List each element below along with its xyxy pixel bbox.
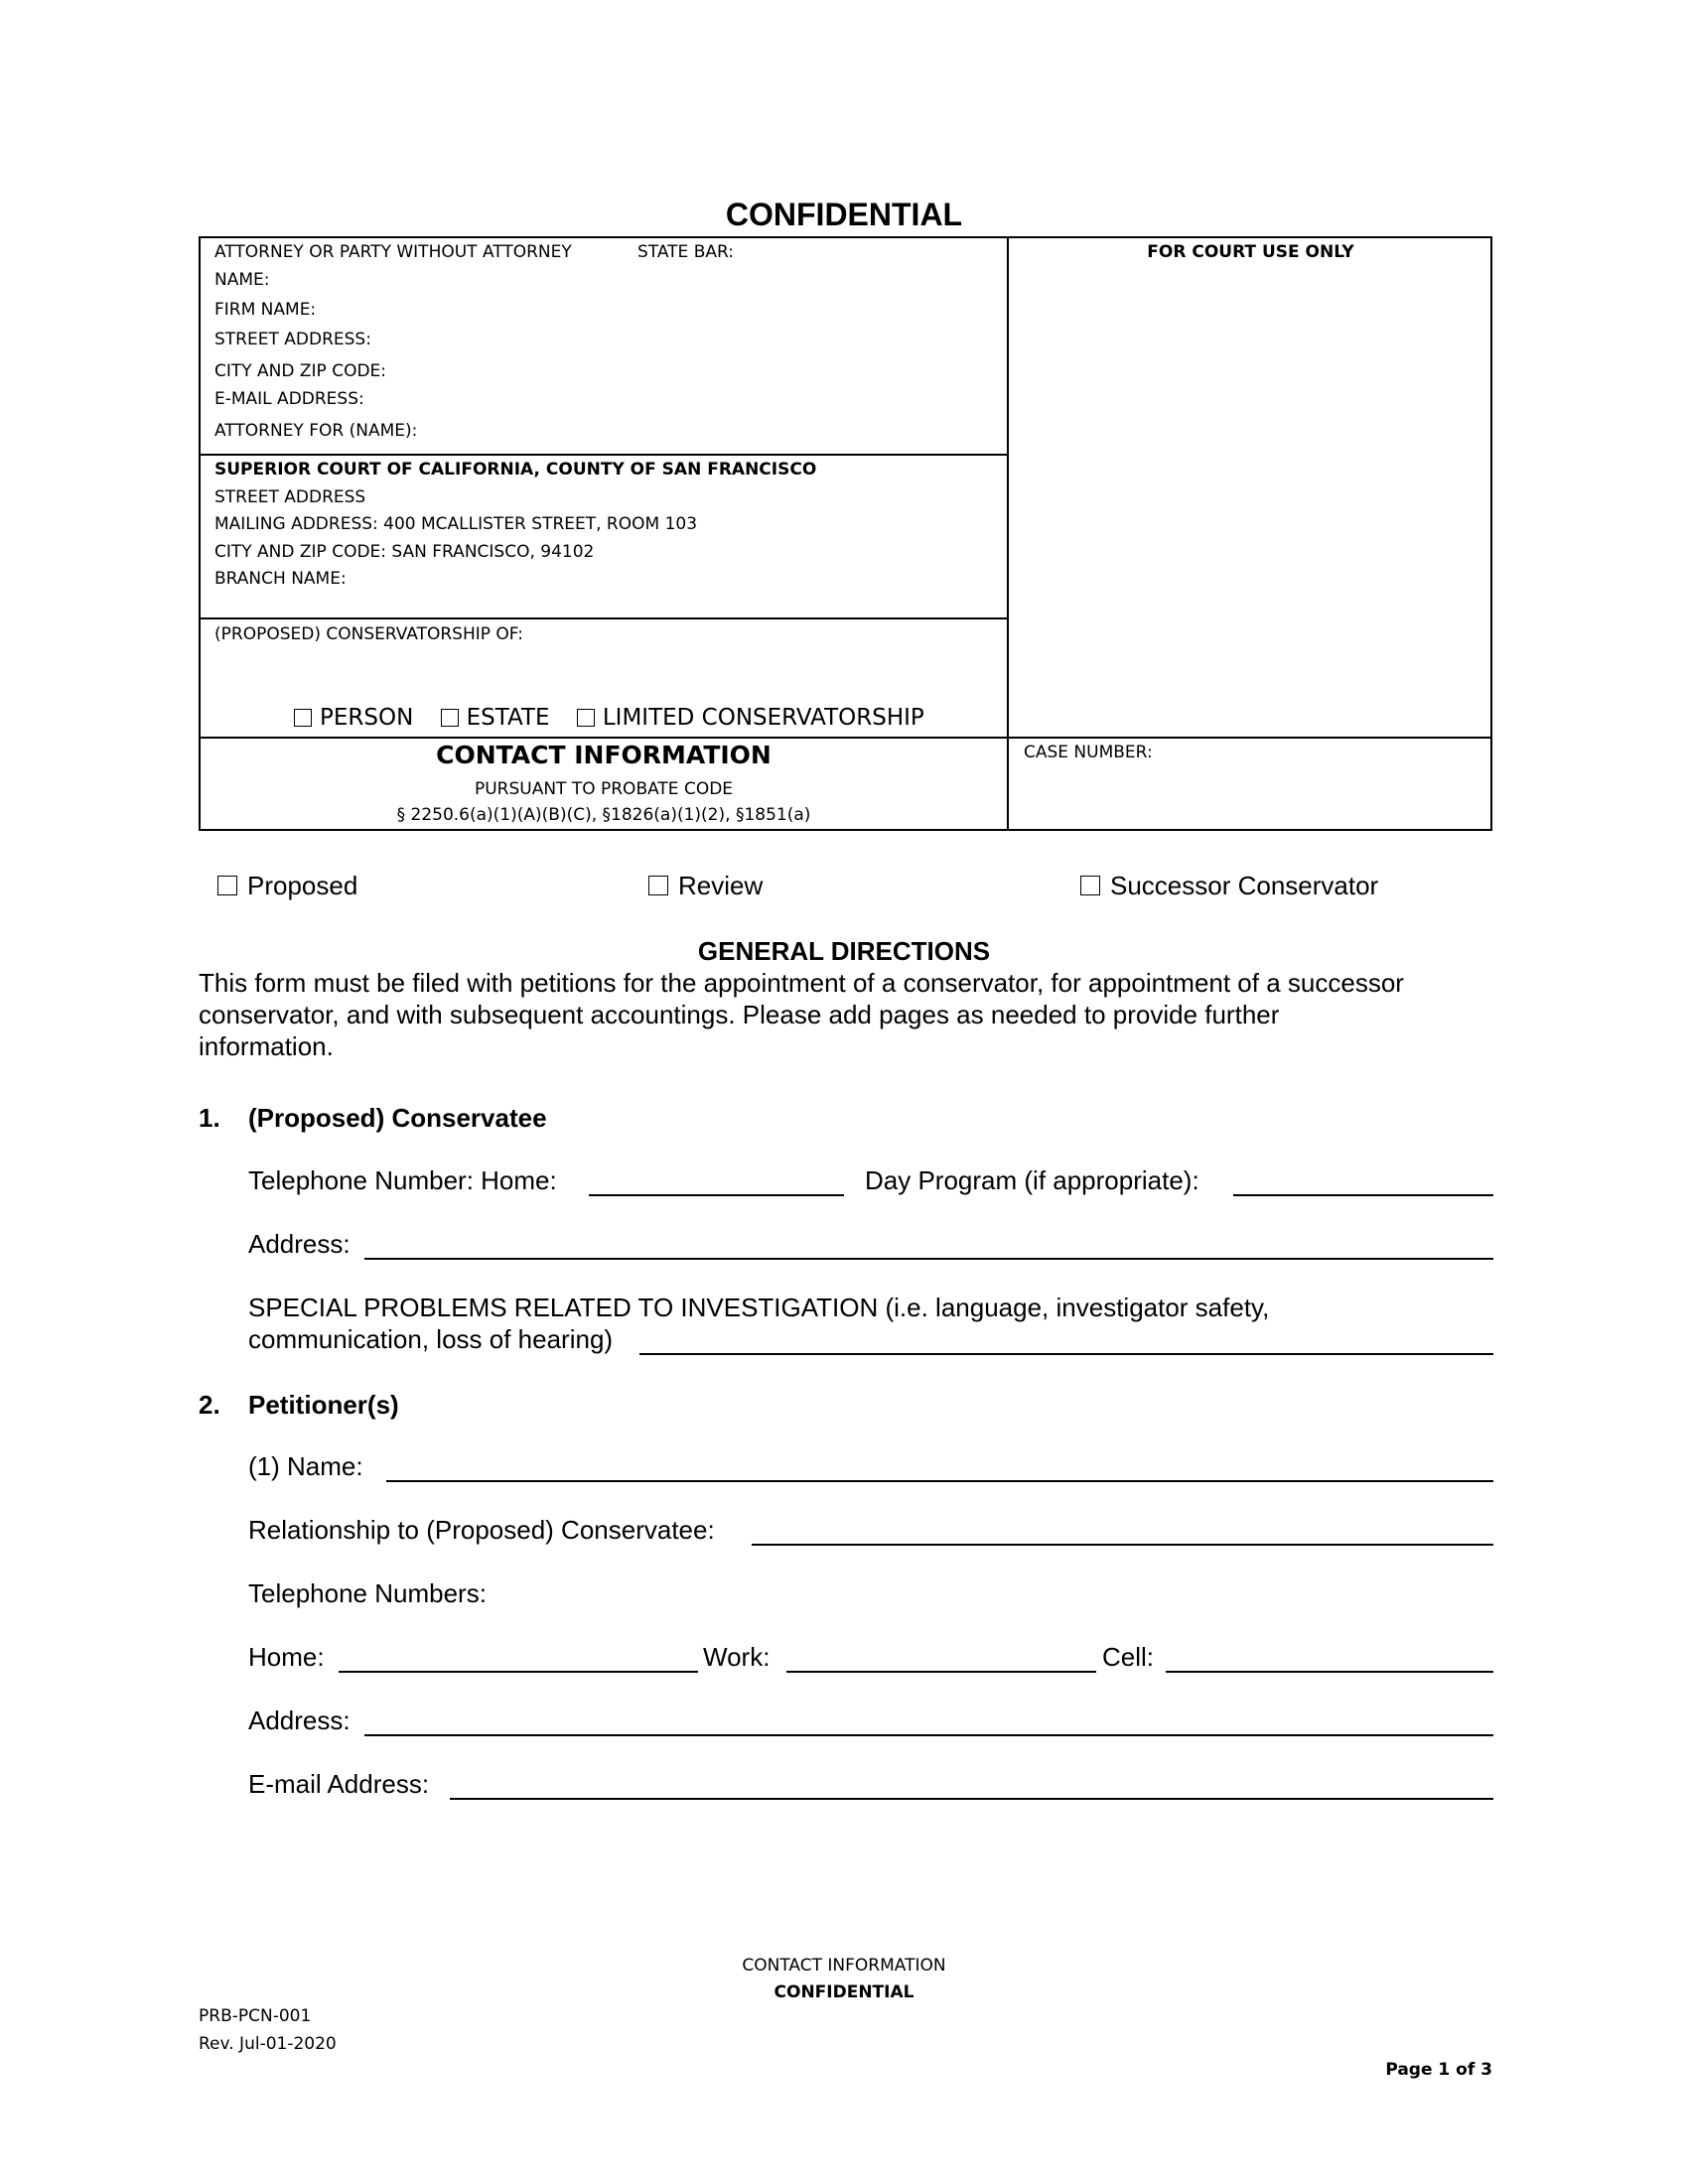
person-option-label: PERSON [320,705,414,731]
review-option-label: Review [678,871,764,900]
page-title: CONFIDENTIAL [725,197,963,232]
person-option[interactable] [294,705,413,731]
form-id: PRB-PCN-001 [199,2006,312,2026]
petitioner-email-input[interactable] [450,1776,1493,1800]
firm-label: FIRM NAME: [214,300,317,320]
petitioner-email-label: E-mail Address: [248,1769,430,1799]
contact-info-subtitle: PURSUANT TO PROBATE CODE [474,779,734,799]
form-revision: Rev. Jul-01-2020 [199,2034,337,2054]
cell-phone-input[interactable] [1166,1649,1493,1673]
conservatorship-label: (PROPOSED) CONSERVATORSHIP OF: [214,624,523,644]
state-bar-label: STATE BAR: [637,242,735,262]
home-phone-label: Home: [248,1642,325,1672]
work-phone-label: Work: [703,1642,771,1672]
review-checkbox[interactable] [648,876,668,895]
estate-option[interactable] [441,705,550,731]
court-name: SUPERIOR COURT OF CALIFORNIA, COUNTY OF SAN FRANCISCO [214,460,817,479]
proposed-checkbox[interactable] [217,876,237,895]
directions-heading: GENERAL DIRECTIONS [697,936,991,966]
court-box [214,457,999,594]
work-phone-input[interactable] [786,1649,1096,1673]
divider-contact [199,737,1492,739]
estate-checkbox[interactable] [441,709,459,727]
court-street: STREET ADDRESS [214,486,366,507]
contact-info-code: § 2250.6(a)(1)(A)(B)(C), §1826(a)(1)(2), §1851(a) [396,805,811,825]
successor-option-label: Successor Conservator [1110,871,1379,900]
special-problems-line-1: SPECIAL PROBLEMS RELATED TO INVESTIGATION (i.e. language, investigator safety, [248,1293,1270,1322]
contact-info-title: CONTACT INFORMATION [436,741,772,769]
court-branch: BRANCH NAME: [214,569,347,589]
street-label: STREET ADDRESS: [214,330,371,349]
relationship-input[interactable] [752,1522,1493,1546]
conservatee-phone-input[interactable] [589,1172,844,1196]
day-program-label: Day Program (if appropriate): [865,1165,1199,1195]
limited-option-label: LIMITED CONSERVATORSHIP [602,705,924,731]
directions-line-1: This form must be filed with petitions for the appointment of a conservator, for appointment of a successor [199,968,1404,998]
attorney-for-label: ATTORNEY FOR (NAME): [214,421,418,441]
section1-title: (Proposed) Conservatee [248,1103,547,1133]
section2-number: 2. [199,1390,220,1420]
footer-confidential: CONFIDENTIAL [774,1982,914,2002]
conservatee-address-input[interactable] [364,1236,1493,1260]
email-label: E-MAIL ADDRESS: [214,389,364,409]
city-label: CITY AND ZIP CODE: [214,361,387,381]
successor-checkbox[interactable] [1080,876,1100,895]
case-number-label: CASE NUMBER: [1024,743,1153,762]
section1-number: 1. [199,1103,220,1133]
day-program-input[interactable] [1233,1172,1493,1196]
petitioner-address-label: Address: [248,1706,351,1735]
court-mailing: MAILING ADDRESS: 400 MCALLISTER STREET, ROOM 103 [214,514,698,534]
court-use-label: FOR COURT USE ONLY [1147,242,1354,262]
proposed-option[interactable] [217,871,357,901]
successor-option[interactable] [1080,871,1378,901]
section2-title: Petitioner(s) [248,1390,399,1420]
estate-option-label: ESTATE [466,705,550,731]
review-option[interactable] [648,871,763,901]
special-problems-input[interactable] [639,1331,1493,1355]
cell-phone-label: Cell: [1102,1642,1155,1672]
petitioner-address-input[interactable] [364,1712,1493,1736]
divider-court-conservatorship [199,617,1009,619]
conservatee-address-label: Address: [248,1229,351,1259]
limited-option[interactable] [577,705,924,731]
attorney-label: ATTORNEY OR PARTY WITHOUT ATTORNEY [214,242,572,262]
conservatee-phone-label: Telephone Number: Home: [248,1165,557,1195]
directions-line-2: conservator, and with subsequent accountings. Please add pages as needed to provide further [199,1000,1280,1029]
telephone-numbers-label: Telephone Numbers: [248,1578,487,1608]
attorney-box [214,238,999,445]
court-city: CITY AND ZIP CODE: SAN FRANCISCO, 94102 [214,541,595,562]
petitioner-name-label: (1) Name: [248,1451,363,1481]
name-label: NAME: [214,270,270,290]
conservatorship-options [294,705,924,731]
footer-title: CONTACT INFORMATION [742,1956,946,1976]
special-problems-line-2: communication, loss of hearing) [248,1324,614,1354]
directions-line-3: information. [199,1031,334,1061]
limited-checkbox[interactable] [577,709,595,727]
divider-attorney-court [199,454,1009,456]
page-number: Page 1 of 3 [1385,2060,1492,2080]
proposed-option-label: Proposed [247,871,358,900]
relationship-label: Relationship to (Proposed) Conservatee: [248,1515,715,1545]
petitioner-name-input[interactable] [386,1458,1493,1482]
person-checkbox[interactable] [294,709,312,727]
home-phone-input[interactable] [339,1649,698,1673]
